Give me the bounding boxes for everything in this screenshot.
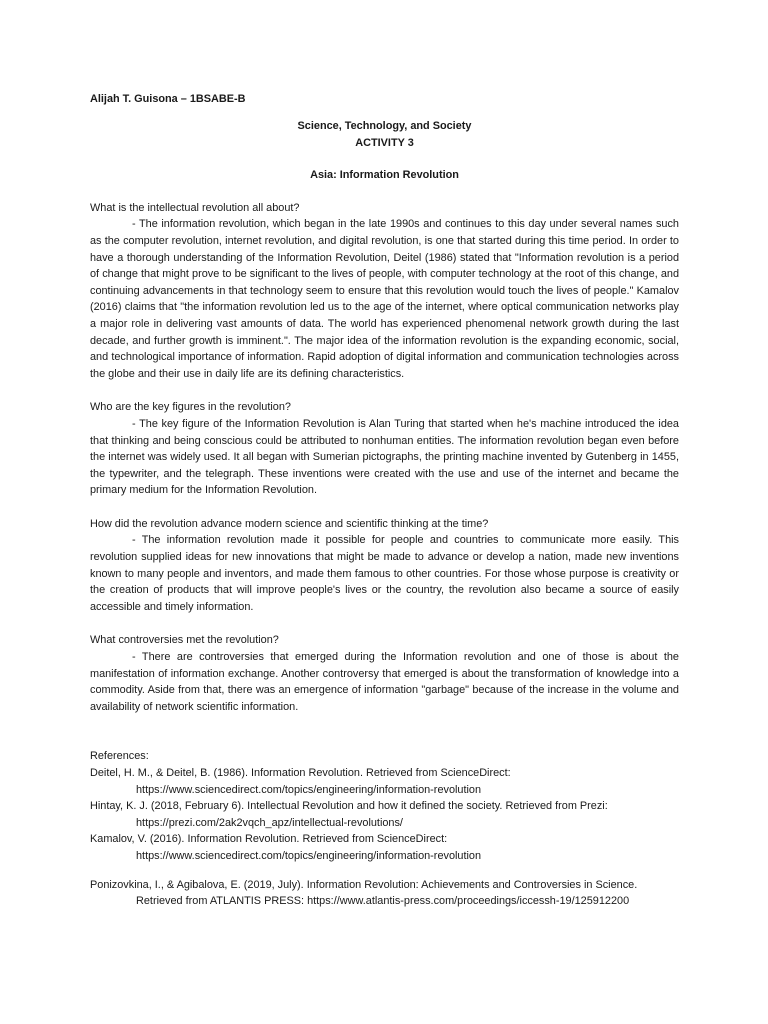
reference-item: Deitel, H. M., & Deitel, B. (1986). Information Revolution. Retrieved from ScienceDirect: https://www.sciencedirect.com/topics/engineering/information-revolution <box>90 767 511 796</box>
spacer <box>90 151 679 167</box>
reference-item: Hintay, K. J. (2018, February 6). Intellectual Revolution and how it defined the society. Retrieved from Prezi: https://prezi.com/2ak2vqch_apz/intellectual-revolutions/ <box>90 800 608 829</box>
answer-1: - The information revolution, which began in the late 1990s and continues to this day under several names such as the computer revolution, internet revolution, and digital revolution, is one that started during this time period. In order to have a thorough understanding of the Information Revolution, Deitel (1986) stated that "Information revolution is a period of change that might prove to be significant to the lives of people, with computer technology at the root of this change, and continuing advancements in that technology seem to ensure that this revolution would touch the lives of people." Kamalov (2016) claims that "the information revolution led us to the age of the internet, where optical communication networks play a major role in delivering vast amounts of data. The world has experienced phenomenal network growth during the last decade, and further growth is imminent.". The major idea of the information revolution is the expanding economic, social, and technological importance of information. Rapid adoption of digital information and communication technologies across the globe and their use in daily life are its defining characteristics. <box>90 218 679 380</box>
course-title: Science, Technology, and Society <box>297 120 472 132</box>
answer-4: - There are controversies that emerged during the Information revolution and one of those is about the manifestation of information exchange. Another controversy that emerged is about the transformation of knowledge into a commodity. Aside from that, there was an emergence of information "garbage" because of the increase in the volume and availability of network scientific information. <box>90 651 679 713</box>
section-4 <box>90 632 679 715</box>
references-heading: References: <box>90 750 149 763</box>
author-line: Alijah T. Guisona – 1BSABE-B <box>90 93 246 105</box>
section-2 <box>90 399 679 499</box>
question-2: Who are the key figures in the revolution? <box>90 401 291 414</box>
section-1 <box>90 200 679 383</box>
answer-3: - The information revolution made it possible for people and countries to communicate more easily. This revolution supplied ideas for new innovations that might be made to advance or develop a nation, made new inventions known to many people and inventors, and made them famous to other countries. For those whose purpose is creativity or the creation of products that will improve people's lives or the country, the revolution also became a source of easily accessible and timely information. <box>90 534 679 613</box>
question-4: What controversies met the revolution? <box>90 634 279 647</box>
document-page <box>90 91 679 910</box>
answer-2: - The key figure of the Information Revolution is Alan Turing that started when he's machine introduced the idea that thinking and being conscious could be attributed to nonhuman entities. The information revolution began even before the internet was widely used. It all began with Sumerian pictographs, the printing machine invented by Gutenberg in 1455, the typewriter, and the telegraph. These inventions were created with the use and use of the internet and became the primary medium for the Information Revolution. <box>90 417 679 497</box>
spacer <box>90 865 679 877</box>
activity-title: ACTIVITY 3 <box>355 136 414 149</box>
question-1: What is the intellectual revolution all about? <box>90 201 300 214</box>
reference-item: Ponizovkina, I., & Agibalova, E. (2019, July). Information Revolution: Achievements and Controversies in Science. Retrieved from ATLANTIS PRESS: https://www.atlantis-press.com/proceedings/iccessh-19/125912200 <box>90 878 638 908</box>
section-3 <box>90 516 679 616</box>
topic-title: Asia: Information Revolution <box>310 169 459 182</box>
question-3: How did the revolution advance modern science and scientific thinking at the time? <box>90 517 489 530</box>
references-section <box>90 748 679 909</box>
reference-item: Kamalov, V. (2016). Information Revolution. Retrieved from ScienceDirect: https://www.sciencedirect.com/topics/engineering/information-revolution <box>90 833 482 862</box>
